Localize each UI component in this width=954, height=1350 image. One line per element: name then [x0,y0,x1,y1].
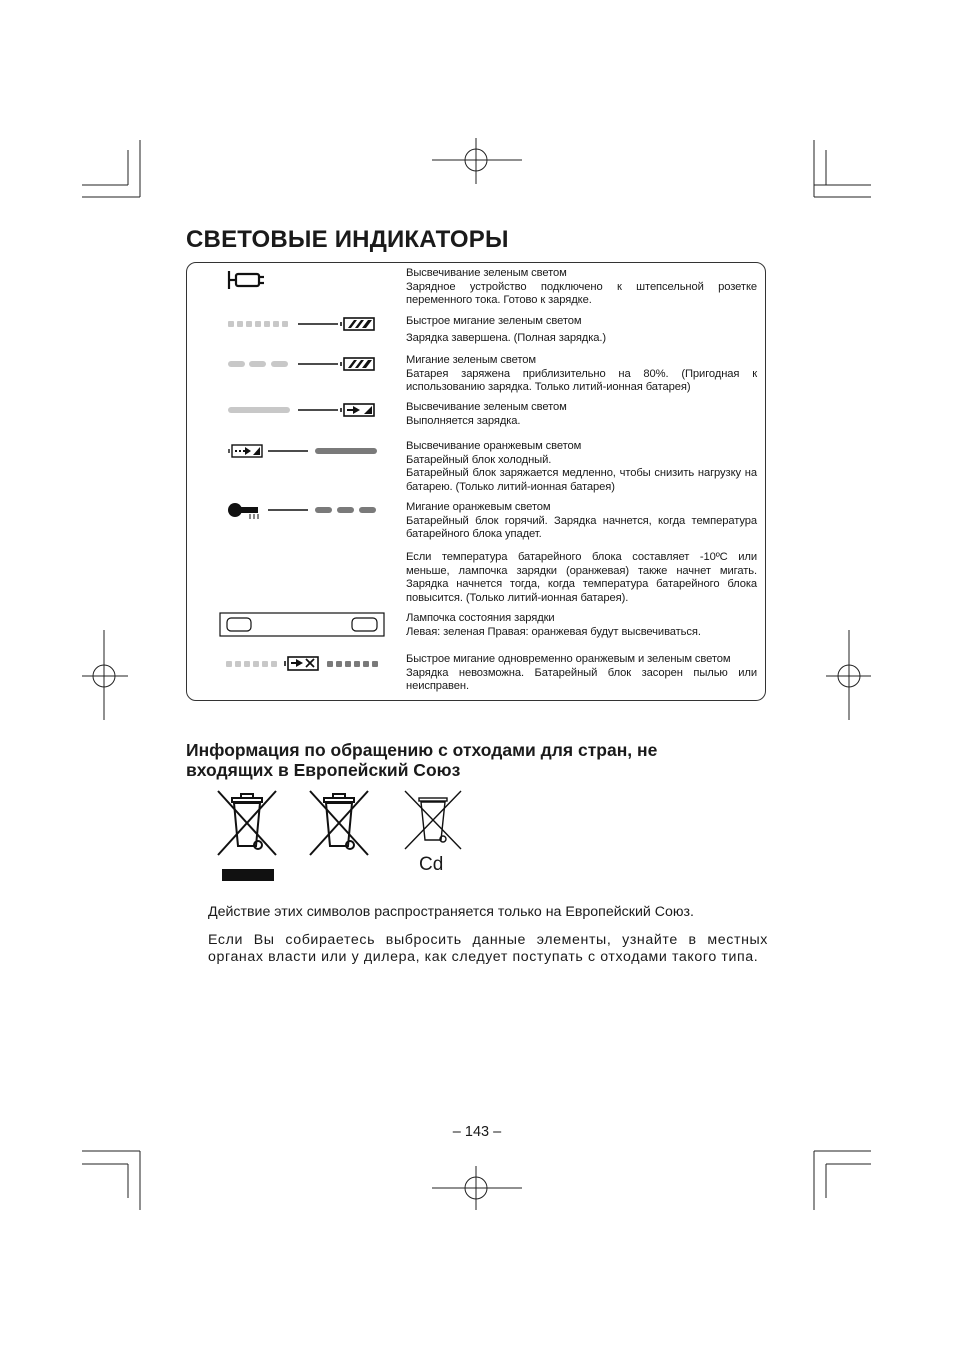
indicator-row-6 [406,501,757,542]
indicator-meaning: Если температура батарейного блока составляет -10ºC или меньше, лампочка зарядки (оранжевая) также начнет мигать. Зарядка начнется тогда, когда температура батарейного блока повысится. (Только литий-ионная батарея). [406,551,757,604]
indicator-row-5 [406,440,757,494]
cd-label: Cd [419,854,444,875]
indicator-meaning: Батарейный блок холодный. [406,453,552,466]
indicator-row-7 [406,551,757,605]
disposal-paragraph-1: Действие этих символов распространяется только на Европейский Союз. [208,904,694,920]
indicator-mode: Мигание зеленым светом [406,354,536,366]
indicator-meaning: Выполняется зарядка. [406,414,521,427]
slow-charge-battery-icon [226,442,380,460]
crossed-bin-with-bar-icon [214,788,280,884]
indicator-meaning: Зарядка завершена. (Полная зарядка.) [406,331,607,344]
indicator-mode: Высвечивание зеленым светом [406,267,567,279]
indicator-mode: Высвечивание зеленым светом [406,401,567,413]
blink-full-battery-icon [226,355,380,373]
page-title: СВЕТОВЫЕ ИНДИКАТОРЫ [186,226,509,253]
crossed-bin-battery-icon [402,788,464,852]
fast-blink-full-battery-icon [226,315,380,333]
thermometer-icon [226,500,380,522]
indicator-mode: Высвечивание оранжевым светом [406,440,582,452]
charge-error-battery-icon [224,654,382,674]
indicator-mode: Быстрое мигание одновременно оранжевым и зеленым светом [406,653,731,665]
indicator-meaning: Зарядное устройство подключено к штепсельной розетке переменного тока. Готово к зарядке. [406,280,757,307]
indicator-meaning: Зарядка невозможна. Батарейный блок засорен пылью или неисправен. [406,666,757,693]
disposal-heading: Информация по обращению с отходами для стран, не входящих в Европейский Союз [186,740,658,780]
disposal-paragraph-2: Если Вы собираетесь выбросить данные элементы, узнайте в местных органах власти или у дилера, как следует поступать с отходами такого типа. [208,932,768,965]
indicator-mode: Мигание оранжевым светом [406,501,551,513]
indicator-row-4 [406,401,757,428]
plug-icon [226,268,268,292]
indicator-row-8 [406,612,757,639]
charge-status-lamps-icon [219,612,386,638]
indicator-row-1 [406,267,757,308]
indicator-meaning: Батарейный блок горячий. Зарядка начнется, когда температура батарейного блока упадет. [406,514,757,541]
indicator-mode: Лампочка состояния зарядки [406,612,555,624]
indicator-meaning: Батарея заряжена приблизительно на 80%. (Пригодная к использованию зарядка. Только литий-ионная батарея) [406,367,757,394]
indicator-row-3 [406,354,757,395]
crossed-bin-icon [306,788,372,860]
page-number: – 143 – [452,1124,502,1140]
indicator-mode: Быстрое мигание зеленым светом [406,315,582,327]
indicator-meaning: Левая: зеленая Правая: оранжевая будут высвечиваться. [406,625,701,638]
indicator-row-9 [406,653,757,694]
indicator-row-2 [406,315,757,345]
charging-battery-icon [226,401,380,419]
indicator-meaning-extra: Батарейный блок заряжается медленно, чтобы снизить нагрузку на батарею. (Только литий-ионная батарея) [406,467,757,493]
